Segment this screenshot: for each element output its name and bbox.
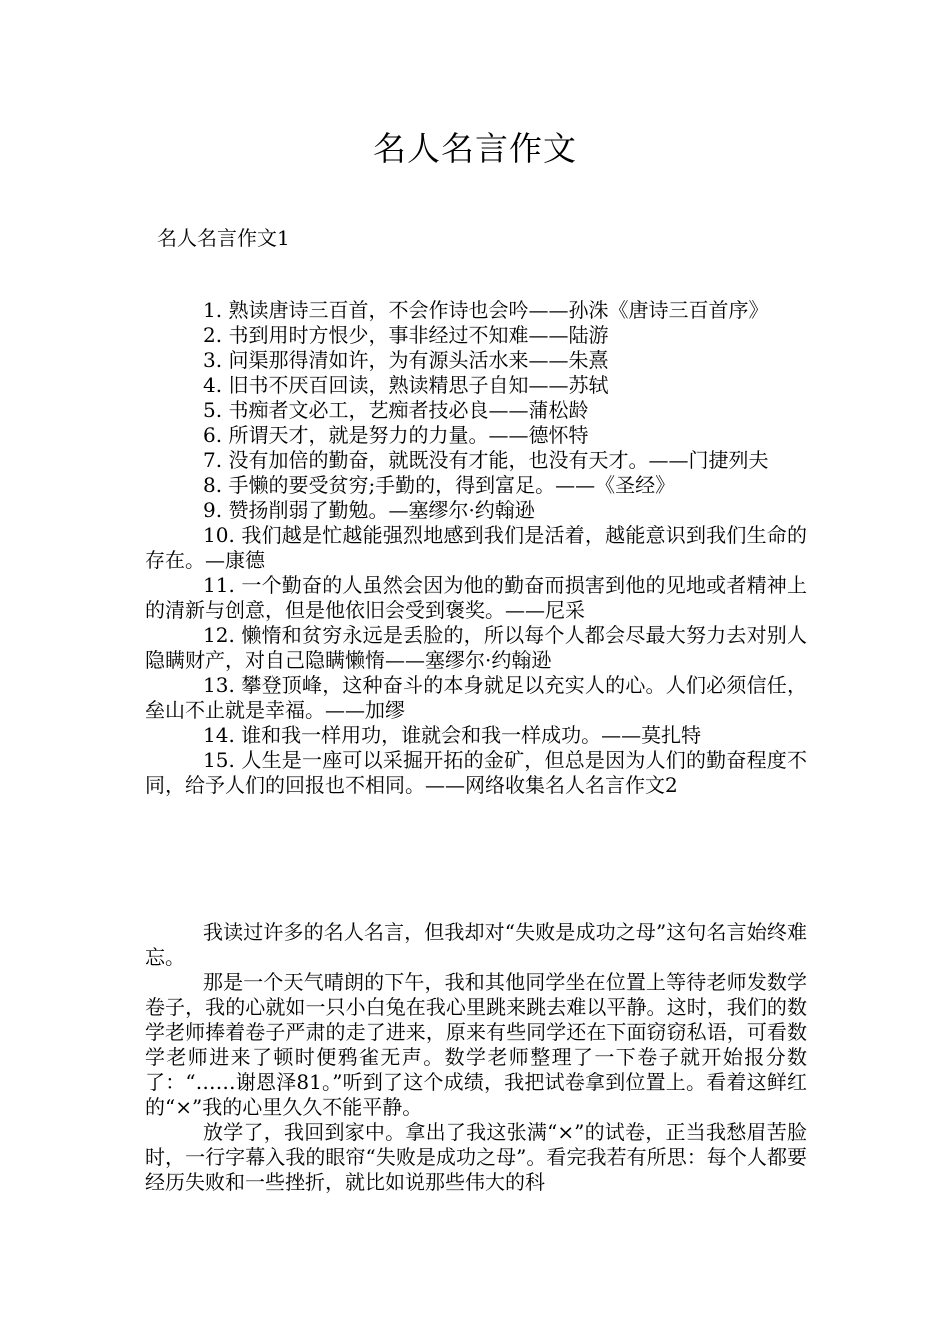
quote-item: 3. 问渠那得清如许，为有源头活水来——朱熹 xyxy=(203,348,609,372)
document-title: 名人名言作文 xyxy=(373,129,577,168)
essay-paragraph: 那是一个天气晴朗的下午，我和其他同学坐在位置上等待老师发数学卷子，我的心就如一只小白兔在我心里跳来跳去难以平静。这时，我们的数学老师捧着卷子严肃的走了进来，原来有些同学还在下面窃窃私语，可看数学老师进来了顿时便鸦雀无声。数学老师整理了一下卷子就开始报分数了：“……谢恩泽81。”听到了这个成绩，我把试卷拿到位置上。看着这鲜红的“×”我的心里久久不能平静。 xyxy=(145,970,807,1119)
quote-item: 13. 攀登顶峰，这种奋斗的本身就足以充实人的心。人们必须信任，垒山不止就是幸福。——加缪 xyxy=(145,673,807,722)
quote-item: 8. 手懒的要受贫穷;手勤的，得到富足。——《圣经》 xyxy=(203,473,676,497)
quote-item: 9. 赞扬削弱了勤勉。—塞缪尔·约翰逊 xyxy=(203,498,535,522)
quote-item: 11. 一个勤奋的人虽然会因为他的勤奋而损害到他的见地或者精神上的清新与创意，但是他依旧会受到褒奖。——尼采 xyxy=(145,573,807,622)
section-heading: 名人名言作文1 xyxy=(157,226,290,250)
quote-item: 7. 没有加倍的勤奋，就既没有才能，也没有天才。——门捷列夫 xyxy=(203,448,769,472)
quote-item: 14. 谁和我一样用功，谁就会和我一样成功。——莫扎特 xyxy=(203,723,702,747)
quote-item: 12. 懒惰和贫穷永远是丢脸的，所以每个人都会尽最大努力去对别人隐瞒财产，对自己隐瞒懒惰——塞缪尔·约翰逊 xyxy=(145,623,807,672)
quote-list xyxy=(145,298,807,798)
essay-body xyxy=(145,920,807,1195)
quote-item: 4. 旧书不厌百回读，熟读精思子自知——苏轼 xyxy=(203,373,609,397)
quote-item: 10. 我们越是忙越能强烈地感到我们是活着，越能意识到我们生命的存在。—康德 xyxy=(145,523,807,572)
quote-item: 6. 所谓天才，就是努力的力量。——德怀特 xyxy=(203,423,589,447)
essay-paragraph: 我读过许多的名人名言，但我却对“失败是成功之母”这句名言始终难忘。 xyxy=(145,920,807,969)
quote-item: 15. 人生是一座可以采掘开拓的金矿，但总是因为人们的勤奋程度不同，给予人们的回报也不相同。——网络收集名人名言作文2 xyxy=(145,748,807,797)
quote-item: 5. 书痴者文必工，艺痴者技必良——蒲松龄 xyxy=(203,398,589,422)
quote-item: 2. 书到用时方恨少，事非经过不知难——陆游 xyxy=(203,323,609,347)
quote-item: 1. 熟读唐诗三百首，不会作诗也会吟——孙洙《唐诗三百首序》 xyxy=(203,298,769,322)
essay-paragraph: 放学了，我回到家中。拿出了我这张满“×”的试卷，正当我愁眉苦脸时，一行字幕入我的眼帘“失败是成功之母”。看完我若有所思：每个人都要经历失败和一些挫折，就比如说那些伟大的科 xyxy=(145,1120,807,1194)
